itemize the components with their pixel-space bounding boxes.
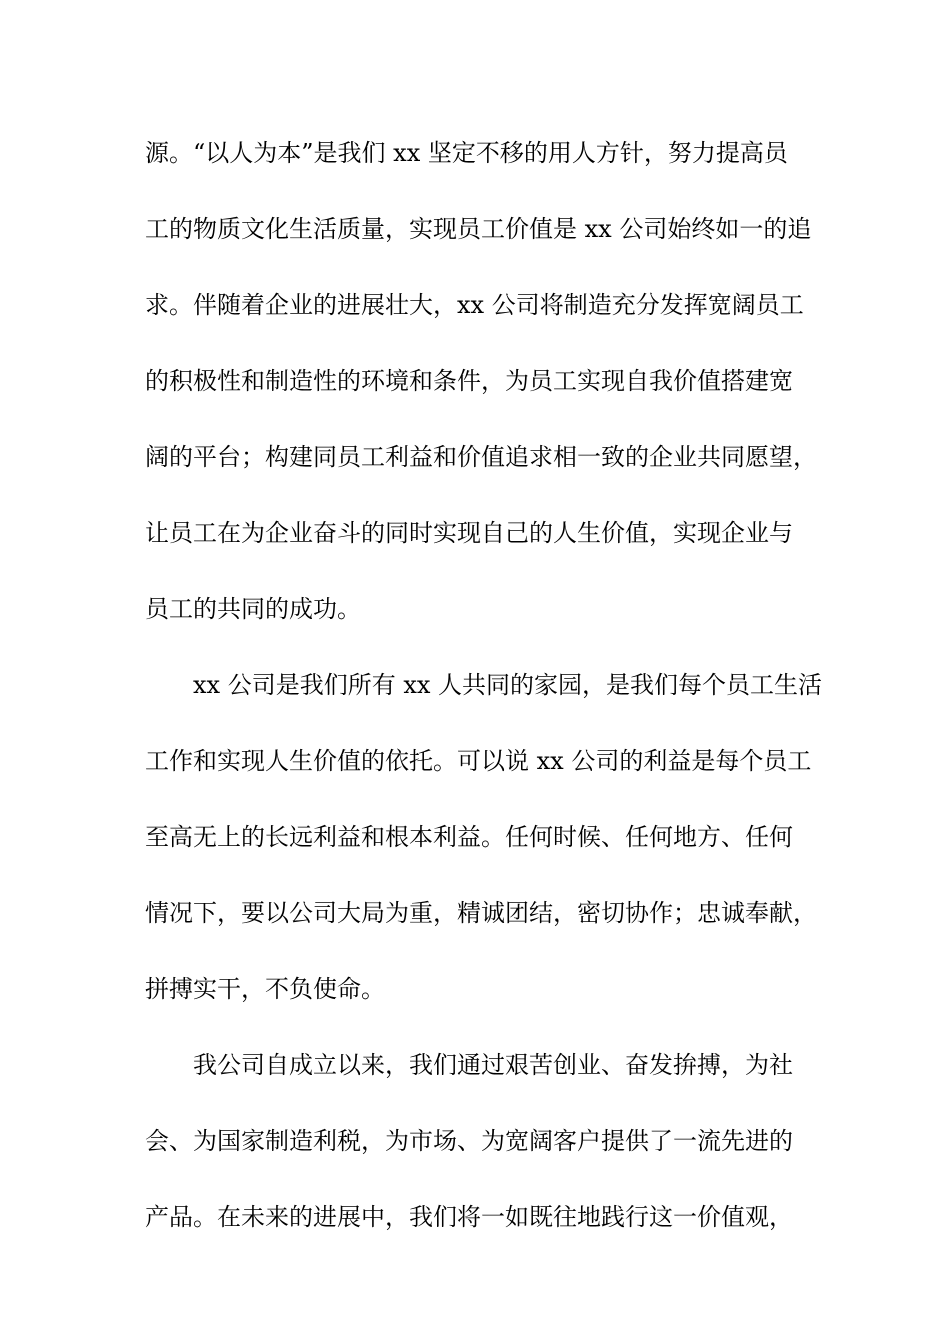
text-line-first: xx 公司是我们所有 xx 人共同的家园，是我们每个员工生活 bbox=[193, 671, 823, 699]
text-line: 情况下，要以公司大局为重，精诚团结，密切协作；忠诚奉献， bbox=[145, 899, 817, 927]
text-line: 至高无上的长远利益和根本利益。任何时候、任何地方、任何 bbox=[145, 823, 793, 851]
text-line: 阔的平台；构建同员工利益和价值追求相一致的企业共同愿望， bbox=[145, 443, 817, 471]
paragraph-1 bbox=[145, 128, 845, 660]
paragraph-2 bbox=[145, 660, 845, 1040]
body-text bbox=[145, 128, 845, 1268]
text-line: 拼搏实干，不负使命。 bbox=[145, 975, 385, 1003]
text-line: 让员工在为企业奋斗的同时实现自己的人生价值，实现企业与 bbox=[145, 519, 793, 547]
paragraph-3 bbox=[145, 1040, 845, 1268]
text-line: 员工的共同的成功。 bbox=[145, 595, 361, 623]
text-line: 会、为国家制造利税，为市场、为宽阔客户提供了一流先进的 bbox=[145, 1127, 793, 1155]
text-line: 求。伴随着企业的进展壮大，xx 公司将制造充分发挥宽阔员工 bbox=[145, 291, 804, 319]
text-line: 工作和实现人生价值的依托。可以说 xx 公司的利益是每个员工 bbox=[145, 747, 812, 775]
text-line: 产品。在未来的进展中，我们将一如既往地践行这一价值观， bbox=[145, 1203, 793, 1231]
text-line-first: 我公司自成立以来，我们通过艰苦创业、奋发拚搏，为社 bbox=[193, 1051, 793, 1079]
text-line: 的积极性和制造性的环境和条件，为员工实现自我价值搭建宽 bbox=[145, 367, 793, 395]
text-line: 工的物质文化生活质量，实现员工价值是 xx 公司始终如一的追 bbox=[145, 215, 812, 243]
text-line: 源。“以人为本”是我们 xx 坚定不移的用人方针，努力提高员 bbox=[145, 139, 788, 167]
